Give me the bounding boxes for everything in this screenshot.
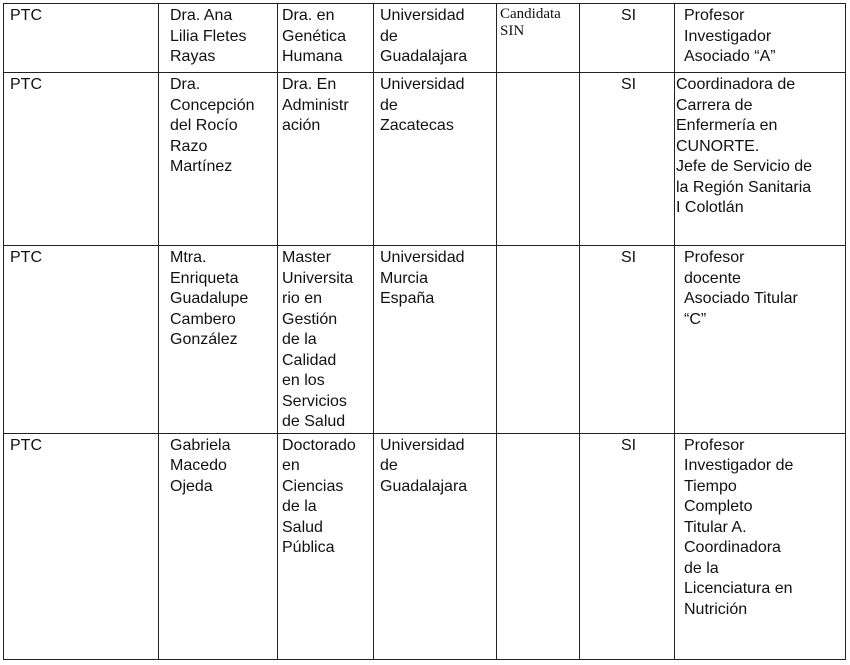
cell-tipo: PTC bbox=[4, 73, 159, 246]
cell-nombre: Dra. Concepción del Rocío Razo Martínez bbox=[159, 73, 278, 246]
cell-tipo: PTC bbox=[4, 246, 159, 434]
cell-tipo: PTC bbox=[4, 433, 159, 659]
cell-sni bbox=[497, 433, 580, 659]
cell-nombre: Gabriela Macedo Ojeda bbox=[159, 433, 278, 659]
cell-cargo: Profesor Investigador Asociado “A” bbox=[675, 4, 846, 73]
cell-grado: Dra. En Administr ación bbox=[278, 73, 374, 246]
cell-nombre: Dra. Ana Lilia Fletes Rayas bbox=[159, 4, 278, 73]
cell-grado: Master Universita rio en Gestión de la Calidad en los Servicios de Salud bbox=[278, 246, 374, 434]
cell-sni bbox=[497, 73, 580, 246]
table-row bbox=[4, 4, 846, 73]
cell-perfil: SI bbox=[580, 246, 675, 434]
cell-perfil: SI bbox=[580, 4, 675, 73]
cell-institucion: Universidad de Guadalajara bbox=[374, 4, 497, 73]
cell-institucion: Universidad de Guadalajara bbox=[374, 433, 497, 659]
cell-grado: Doctorado en Ciencias de la Salud Pública bbox=[278, 433, 374, 659]
cell-perfil: SI bbox=[580, 73, 675, 246]
cell-sni bbox=[497, 246, 580, 434]
cell-cargo: Profesor docente Asociado Titular “C” bbox=[675, 246, 846, 434]
faculty-table bbox=[3, 3, 846, 660]
cell-institucion: Universidad de Zacatecas bbox=[374, 73, 497, 246]
cell-cargo: Profesor Investigador de Tiempo Completo Titular A. Coordinadora de la Licenciatura en Nutrición bbox=[675, 433, 846, 659]
cell-sni: Candidata SIN bbox=[497, 4, 580, 73]
table-row bbox=[4, 433, 846, 659]
cell-nombre: Mtra. Enriqueta Guadalupe Cambero González bbox=[159, 246, 278, 434]
cell-tipo: PTC bbox=[4, 4, 159, 73]
cell-grado: Dra. en Genética Humana bbox=[278, 4, 374, 73]
cell-institucion: Universidad Murcia España bbox=[374, 246, 497, 434]
cell-cargo: Coordinadora de Carrera de Enfermería en CUNORTE. Jefe de Servicio de la Región Sanitaria I Colotlán bbox=[675, 73, 846, 246]
table-row bbox=[4, 246, 846, 434]
table-row bbox=[4, 73, 846, 246]
cell-perfil: SI bbox=[580, 433, 675, 659]
